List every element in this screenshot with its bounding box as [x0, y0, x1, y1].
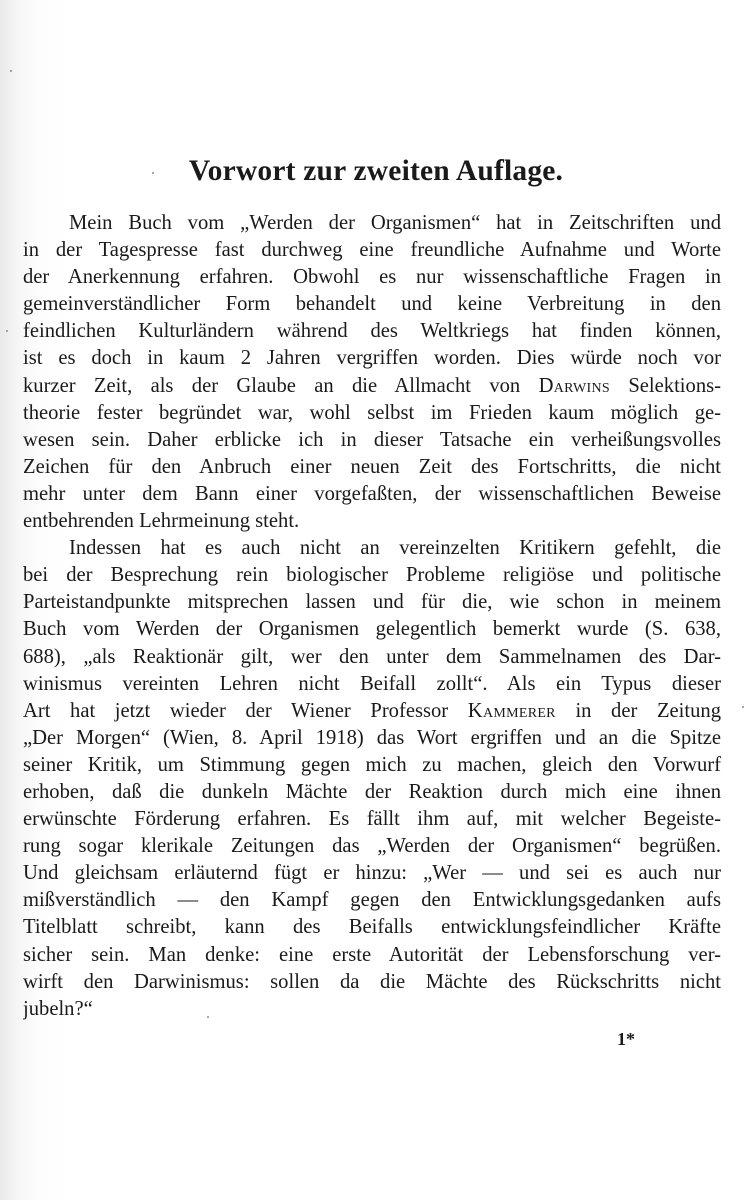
text-line — [23, 698, 721, 725]
text-line: „Der Morgen“ (Wien, 8. April 1918) das Wort ergriffen und an die Spitze — [23, 726, 721, 749]
text-line — [23, 373, 721, 400]
paper-speck — [10, 70, 12, 72]
text-line: 688), „als Reaktionär gilt, wer den unter dem Sammelnamen des Dar- — [23, 645, 721, 668]
text-line: ist es doch in kaum 2 Jahren vergriffen worden. Dies würde noch vor — [23, 347, 721, 370]
text-line: der Anerkennung erfahren. Obwohl es nur wissenschaftliche Fragen in — [23, 266, 721, 289]
sheet-signature: 1* — [617, 1029, 635, 1049]
text-segment: kurzer Zeit, als der Glaube an die Allmacht von — [23, 374, 539, 397]
text-line: Titelblatt schreibt, kann des Beifalls entwicklungsfeindlicher Kräfte — [23, 916, 721, 939]
text-line: Parteistandpunkte mitsprechen lassen und für die, wie schon in meinem — [23, 591, 721, 614]
text-line: rung sogar klerikale Zeitungen das „Werden der Organismen“ begrüßen. — [23, 835, 721, 858]
paper-speck — [152, 172, 154, 174]
text-line: in der Tagespresse fast durchweg eine freundliche Aufnahme und Worte — [23, 239, 721, 262]
paper-speck — [207, 1016, 209, 1018]
paper-speck — [742, 706, 744, 708]
text-line: erhoben, daß die dunkeln Mächte der Reaktion durch mich eine ihnen — [23, 780, 721, 803]
text-line: wirft den Darwinismus: sollen da die Mächte des Rückschritts nicht — [23, 970, 721, 993]
body-text — [23, 210, 721, 1023]
author-name-kammerer: Kammerer — [467, 699, 556, 722]
text-line: gemeinverständlicher Form behandelt und keine Verbreitung in den — [23, 293, 721, 316]
text-line: theorie fester begründet war, wohl selbst im Frieden kaum möglich ge- — [23, 401, 721, 424]
paper-speck — [6, 330, 8, 332]
text-line: bei der Besprechung rein biologischer Probleme religiöse und politische — [23, 564, 721, 587]
text-line: erwünschte Förderung erfahren. Es fällt ihm auf, mit welcher Begeiste- — [23, 808, 721, 831]
text-line: Buch vom Werden der Organismen gelegentlich bemerkt wurde (S. 638, — [23, 618, 721, 641]
text-line: Indessen hat es auch nicht an vereinzelten Kritikern gefehlt, die — [69, 537, 721, 560]
text-line: mehr unter dem Bann einer vorgefaßten, der wissenschaftlichen Beweise — [23, 482, 721, 505]
text-line: mißverständlich — den Kampf gegen den Entwicklungsgedanken aufs — [23, 889, 721, 912]
text-line: sicher sein. Man denke: eine erste Autorität der Lebensforschung ver- — [23, 943, 721, 966]
text-line: winismus vereinten Lehren nicht Beifall zollt“. Als ein Typus dieser — [23, 672, 721, 695]
text-line: Und gleichsam erläuternd fügt er hinzu: „Wer — und sei es auch nur — [23, 862, 721, 885]
text-line: Mein Buch vom „Werden der Organismen“ hat in Zeitschriften und — [69, 212, 721, 234]
text-line: feindlichen Kulturländern während des Weltkriegs hat finden können, — [23, 320, 721, 343]
text-line: jubeln?“ — [23, 997, 93, 1020]
text-line: seiner Kritik, um Stimmung gegen mich zu machen, gleich den Vorwurf — [23, 753, 721, 776]
text-line: Zeichen für den Anbruch einer neuen Zeit des Fortschritts, die nicht — [23, 455, 721, 478]
text-segment: Selektions- — [628, 374, 721, 397]
text-line: entbehrenden Lehrmeinung steht. — [23, 510, 300, 533]
text-line: wesen sein. Daher erblicke ich in dieser Tatsache ein verheißungsvolles — [23, 428, 721, 451]
page-title: Vorwort zur zweiten Auflage. — [188, 155, 564, 187]
text-segment: Art hat jetzt wieder der Wiener Professor — [23, 699, 468, 722]
text-segment: in der Zeitung — [575, 699, 721, 722]
author-name-darwin: Darwins — [538, 374, 610, 397]
